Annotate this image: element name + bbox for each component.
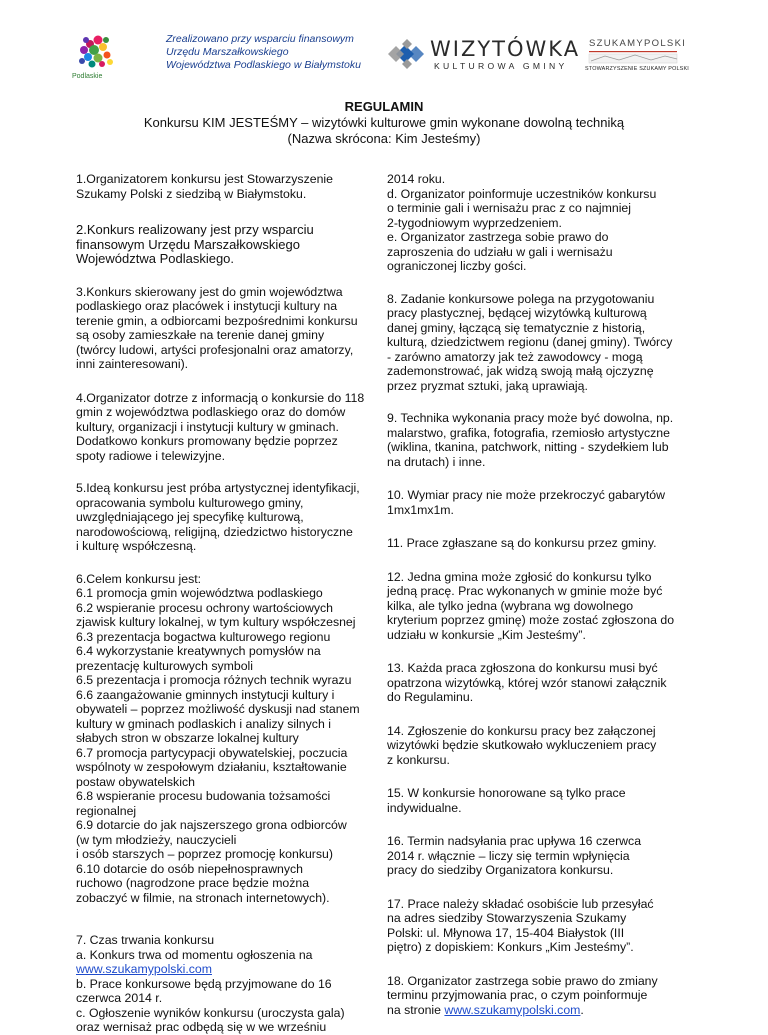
paragraph-6: 6.Celem konkursu jest: 6.1 promocja gmin województwa podlaskiego 6.2 wspieranie procesu ochrony wartościowych zjawisk kultury lokalnej, w tym kultury współczesnej 6.3 prezentacja bogactwa kulturowego regionu 6.4 wykorzystanie kreatywnych pomysłów na prezentację kulturowych symboli 6.5 prezentacja i promocja różnych technik wyrazu 6.6 zaangażowanie gminnych instytucji kultury i obywateli – poprzez możliwość dyskusji nad stanem kultury w gminach podlaskich i analizy silnych i słabych stron w obszarze lokalnej kultury 6.7 promocja partycypacji obywatelskiej, poczucia wspólnoty w zespołowym działaniu, kształtowanie postaw obywatelskich 6.8 wspieranie procesu budowania tożsamości regionalnej 6.9 dotarcie do jak najszerszego grona odbiorców (w tym młodzieży, nauczycieli i osób starszych – poprzez promocję konkursu) 6.10 dotarcie do osób niepełnosprawnych ruchowo (nagrodzone prace będzie można zobaczyć w filmie, na stronach internetowych).: [76, 571, 360, 905]
p7-line: a. Konkurs trwa od momentu ogłoszenia na: [76, 947, 313, 962]
paragraph-18: [387, 974, 697, 1018]
page-header: [0, 0, 768, 90]
paragraph-15: 15. W konkursie honorowane są tylko prace indywidualne.: [387, 786, 626, 815]
title-regulamin: REGULAMIN: [344, 99, 424, 114]
paragraph-7: [76, 933, 376, 1035]
funding-line: Urzędu Marszałkowskiego: [166, 46, 289, 58]
szukamy-polski-subtitle: STOWARZYSZENIE SZUKAMY POLSKI: [585, 66, 689, 72]
paragraph-10: 10. Wymiar pracy nie może przekroczyć gabarytów 1mx1mx1m.: [387, 488, 666, 517]
paragraph-13: 13. Każda praca zgłoszona do konkursu musi być opatrzona wizytówką, której wzór stanowi załącznik do Regulaminu.: [387, 661, 667, 704]
funding-note: [166, 33, 376, 72]
paragraph-8: 8. Zadanie konkursowe polega na przygotowaniu pracy plastycznej, będącej wizytówką kulturową danej gminy, łączącą się tematycznie z historią, kulturą, dziedzictwem regionu (danej gminy). Twórcy - zarówno amatorzy jak też zawodowcy - mogą zademonstrować, jak widzą swoją małą ojczyznę przez pryzmat sztuki, jaką uprawiają.: [387, 291, 673, 393]
left-column: [76, 172, 376, 1035]
title-contest-name: Konkursu KIM JESTEŚMY – wizytówki kulturowe gmin wykonane dowolną techniką: [143, 115, 625, 130]
funding-line: Zrealizowano przy wsparciu finansowym: [166, 33, 354, 45]
szukamy-polski-name: SZUKAMYPOLSKI: [589, 38, 687, 49]
paragraph-5: 5.Ideą konkursu jest próba artystycznej identyfikacji, opracowania symbolu kulturowego gminy, uwzględniającego jej specyfikę kulturową, narodowościową, religijną, dziedzictwo historyczne i kulturę współczesną.: [76, 481, 360, 553]
diamond-mark-icon: [386, 36, 434, 72]
wizytowka-title: WIZYTÓWKA: [430, 37, 581, 61]
wizytowka-logo: [386, 36, 581, 72]
paragraph-11: 11. Prace zgłaszane są do konkursu przez gminy.: [387, 536, 657, 550]
p7-rest: b. Prace konkursowe będą przyjmowane do 16 czerwca 2014 r. c. Ogłoszenie wyników konkursu (uroczysta gala) oraz wernisaż prac odbędą się w we wrześniu: [76, 976, 345, 1034]
p18-end: .: [580, 1002, 584, 1017]
document-title: [0, 99, 768, 147]
wizytowka-subtitle: KULTUROWA GMINY: [434, 61, 568, 71]
podlaskie-logo-text: Podlaskie: [72, 73, 103, 80]
paragraph-2: 2.Konkurs realizowany jest przy wsparciu finansowym Urzędu Marszałkowskiego Województwa Podlaskiego.: [76, 222, 314, 266]
title-short-name: (Nazwa skrócona: Kim Jesteśmy): [287, 131, 481, 146]
paragraph-17: 17. Prace należy składać osobiście lub przesyłać na adres siedziby Stowarzyszenia Szukamy Polski: ul. Młynowa 17, 15-404 Białystok (III piętro) z dopiskiem: Konkurs „Kim Jesteśmy”.: [387, 896, 654, 954]
right-column: [387, 172, 697, 1017]
paragraph-12: 12. Jedna gmina może zgłosić do konkursu tylko jedną pracę. Prac wykonanych w gminie może być kilka, ale tylko jedna (wybrana wg dowolnego kryterium poprzez gminę) może zostać zgłoszona do udziału w konkursie „Kim Jesteśmy”.: [387, 569, 675, 642]
paragraph-9: 9. Technika wykonania pracy może być dowolna, np. malarstwo, grafika, fotografia, rzemiosło artystyczne (wiklina, tkanina, patchwork, nitting - szydełkiem lub na drutach) i inne.: [387, 411, 674, 469]
podlaskie-logo: [70, 30, 154, 82]
szukamypolski-link[interactable]: www.szukamypolski.com: [76, 962, 212, 976]
paragraph-3: 3.Konkurs skierowany jest do gmin województwa podlaskiego oraz placówek i instytucji kultury na terenie gmin, a odbiorcami bezpośrednimi konkursu są osoby zamieszkałe na terenie danej gminy (twórcy ludowi, artyści profesjonalni oraz amatorzy, inni zainteresowani).: [76, 284, 358, 371]
paragraph-14: 14. Zgłoszenie do konkursu pracy bez załączonej wizytówki będzie skutkowało wykluczeniem pracy z konkursu.: [387, 723, 657, 767]
szukamypolski-link-2[interactable]: www.szukamypolski.com: [444, 1002, 581, 1017]
p18-text: 18. Organizator zastrzega sobie prawo do zmiany terminu przyjmowania prac, o czym poinformuje na stronie: [387, 973, 658, 1017]
funding-line: Województwa Podlaskiego w Białymstoku: [166, 59, 361, 71]
paragraph-1: 1.Organizatorem konkursu jest Stowarzyszenie Szukamy Polski z siedzibą w Białymstoku.: [76, 172, 333, 201]
paragraph-4: 4.Organizator dotrze z informacją o konkursie do 118 gmin z województwa podlaskiego oraz do domów kultury, organizacji i instytucji kultury w gminach. Dodatkowo konkurs promowany będzie poprzez spoty radiowe i telewizyjne.: [76, 390, 365, 463]
paragraph-16: 16. Termin nadsyłania prac upływa 16 czerwca 2014 r. włącznie – liczy się termin wpłynięcia pracy do siedziby Organizatora konkursu.: [387, 834, 642, 877]
paragraph-7-cont: 2014 roku. d. Organizator poinformuje uczestników konkursu o terminie gali i wernisażu prac z co najmniej 2-tygodniowym wyprzedzeniem. e. Organizator zastrzega sobie prawo do zaproszenia do udziału w gali i wernisażu ograniczonej liczby gości.: [387, 172, 657, 273]
szukamy-polski-logo: [585, 36, 695, 76]
p7-line: 7. Czas trwania konkursu: [76, 933, 215, 947]
